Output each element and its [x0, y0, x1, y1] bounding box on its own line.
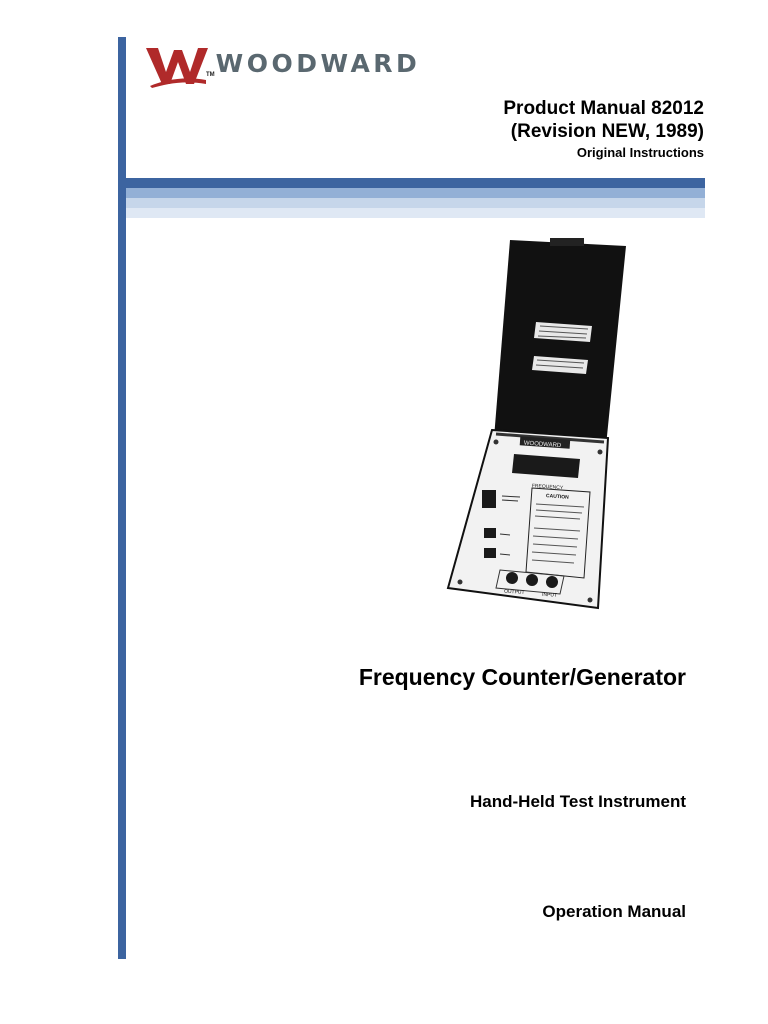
band-lightest — [126, 208, 705, 218]
band-dark — [126, 178, 705, 188]
manual-type-label: Operation Manual — [542, 902, 686, 921]
product-title: Frequency Counter/Generator — [358, 664, 686, 690]
header-color-bands — [126, 178, 705, 218]
device-photo — [440, 238, 640, 610]
band-light — [126, 198, 705, 208]
trademark-symbol: TM — [206, 72, 215, 78]
brand-wordmark: WOODWARD — [215, 49, 421, 78]
original-instructions-label: Original Instructions — [576, 145, 704, 160]
input-jack-icon — [546, 576, 558, 588]
input-label: INPUT — [541, 591, 558, 599]
left-accent-rule — [118, 37, 126, 959]
product-subtitle: Hand-Held Test Instrument — [470, 792, 686, 811]
product-header — [503, 97, 704, 161]
common-jack-icon — [526, 574, 538, 586]
product-manual-number: Product Manual 82012 — [503, 98, 704, 119]
revision-label: (Revision NEW, 1989) — [510, 121, 704, 142]
output-jack-icon — [506, 572, 518, 584]
band-medium — [126, 188, 705, 198]
output-label: OUTPUT — [503, 588, 525, 597]
panel-brand: WOODWARD — [523, 440, 562, 450]
frequency-label: FREQUENCY — [531, 483, 564, 492]
caution-title: CAUTION — [545, 493, 569, 501]
woodward-w-mark-icon — [144, 42, 210, 88]
device-lid — [494, 240, 626, 446]
woodward-logo — [144, 38, 420, 88]
